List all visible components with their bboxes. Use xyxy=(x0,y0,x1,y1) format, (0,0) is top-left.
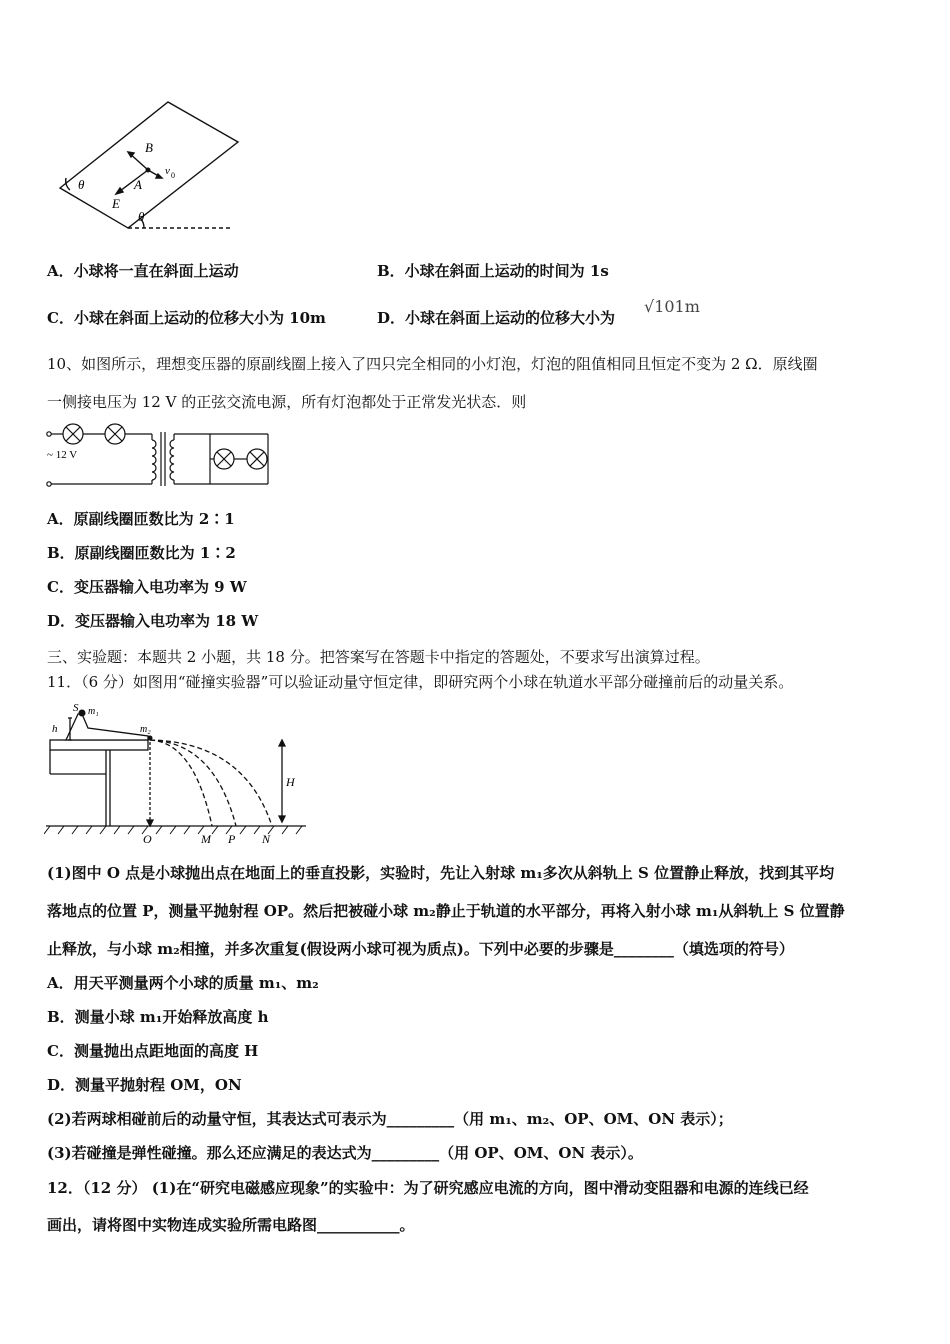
transformer-circuit xyxy=(44,420,276,492)
label-O: O xyxy=(143,832,152,846)
label-e: E xyxy=(112,196,120,211)
incline-figure xyxy=(48,90,248,240)
q12-line1: 12．（12 分） (1)在“研究电磁感应现象”的实验中：为了研究感应电流的方向，图中滑动变阻器和电源的连线已经 xyxy=(47,1179,809,1197)
q10-option-c: C．变压器输入电功率为 9 W xyxy=(47,578,247,596)
label-s: S xyxy=(73,702,79,714)
label-v0-sub: 0 xyxy=(171,171,175,180)
q11-option-c: C．测量抛出点距地面的高度 H xyxy=(47,1042,259,1060)
q11-option-b: B．测量小球 m₁开始释放高度 h xyxy=(47,1008,269,1026)
label-P: P xyxy=(228,832,236,846)
q9-option-b: B．小球在斜面上运动的时间为 1s xyxy=(377,262,609,280)
q9-option-d: D．小球在斜面上运动的位移大小为 xyxy=(377,309,616,327)
label-b: B xyxy=(145,140,153,155)
ball-a xyxy=(146,168,151,173)
label-v0: v xyxy=(165,165,170,177)
q11-part1-line3: 止释放，与小球 m₂相撞，并多次重复(假设两小球可视为质点)。下列中必要的步骤是________（填选项的符号） xyxy=(47,940,794,958)
label-theta-2: θ xyxy=(138,209,145,224)
q11-part2: (2)若两球相碰前后的动量守恒，其表达式可表示为_________（用 m₁、m₂、OP、OM、ON 表示）； xyxy=(47,1110,733,1128)
q10-stem-line1: 10、如图所示，理想变压器的原副线圈上接入了四只完全相同的小灯泡，灯泡的阻值相同且恒定不变为 2 Ω．原线圈 xyxy=(47,355,818,373)
q9-option-c: C．小球在斜面上运动的位移大小为 10m xyxy=(47,309,326,327)
label-m1: m₁ xyxy=(88,706,99,717)
ball-m1 xyxy=(79,710,86,717)
q10-option-a: A．原副线圈匝数比为 2∶1 xyxy=(47,510,235,528)
q9-option-d-math: √101m xyxy=(644,297,700,316)
q11-part1-line1: (1)图中 O 点是小球抛出点在地面上的垂直投影，实验时，先让入射球 m₁多次从斜轨上 S 位置静止释放，找到其平均 xyxy=(47,864,835,882)
q10-stem-line2: 一侧接电压为 12 V 的正弦交流电源，所有灯泡都处于正常发光状态．则 xyxy=(47,393,527,411)
q11-option-a: A．用天平测量两个小球的质量 m₁、m₂ xyxy=(47,974,319,992)
label-m2: m₂ xyxy=(140,724,151,735)
q11-part3: (3)若碰撞是弹性碰撞。那么还应满足的表达式为_________（用 OP、OM、ON 表示）。 xyxy=(47,1144,643,1162)
q11-stem: 11．（6 分）如图用“碰撞实验器”可以验证动量守恒定律，即研究两个小球在轨道水平部分碰撞前后的动量关系。 xyxy=(47,673,794,691)
incline-plane xyxy=(60,102,238,228)
label-a: A xyxy=(134,177,142,192)
label-M: M xyxy=(201,832,211,846)
q10-option-b: B．原副线圈匝数比为 1∶2 xyxy=(47,544,236,562)
label-H: H xyxy=(286,775,295,789)
q9-option-a: A．小球将一直在斜面上运动 xyxy=(47,262,239,280)
label-h: h xyxy=(52,723,58,735)
ball-m2 xyxy=(148,736,153,741)
q11-part1-line2: 落地点的位置 P，测量平抛射程 OP。然后把被碰小球 m₂静止于轨道的水平部分，再将入射小球 m₁从斜轨上 S 位置静 xyxy=(47,902,845,920)
q10-option-d: D．变压器输入电功率为 18 W xyxy=(47,612,259,630)
q12-line2: 画出，请将图中实物连成实验所需电路图___________。 xyxy=(47,1216,415,1234)
q11-option-d: D．测量平抛射程 OM，ON xyxy=(47,1076,242,1094)
section3-heading: 三、实验题：本题共 2 小题，共 18 分。把答案写在答题卡中指定的答题处，不要求写出演算过程。 xyxy=(47,648,710,666)
source-label: ~ 12 V xyxy=(47,449,78,461)
collision-apparatus-figure xyxy=(44,702,308,846)
label-N: N xyxy=(262,832,271,846)
label-theta-1: θ xyxy=(78,177,85,192)
